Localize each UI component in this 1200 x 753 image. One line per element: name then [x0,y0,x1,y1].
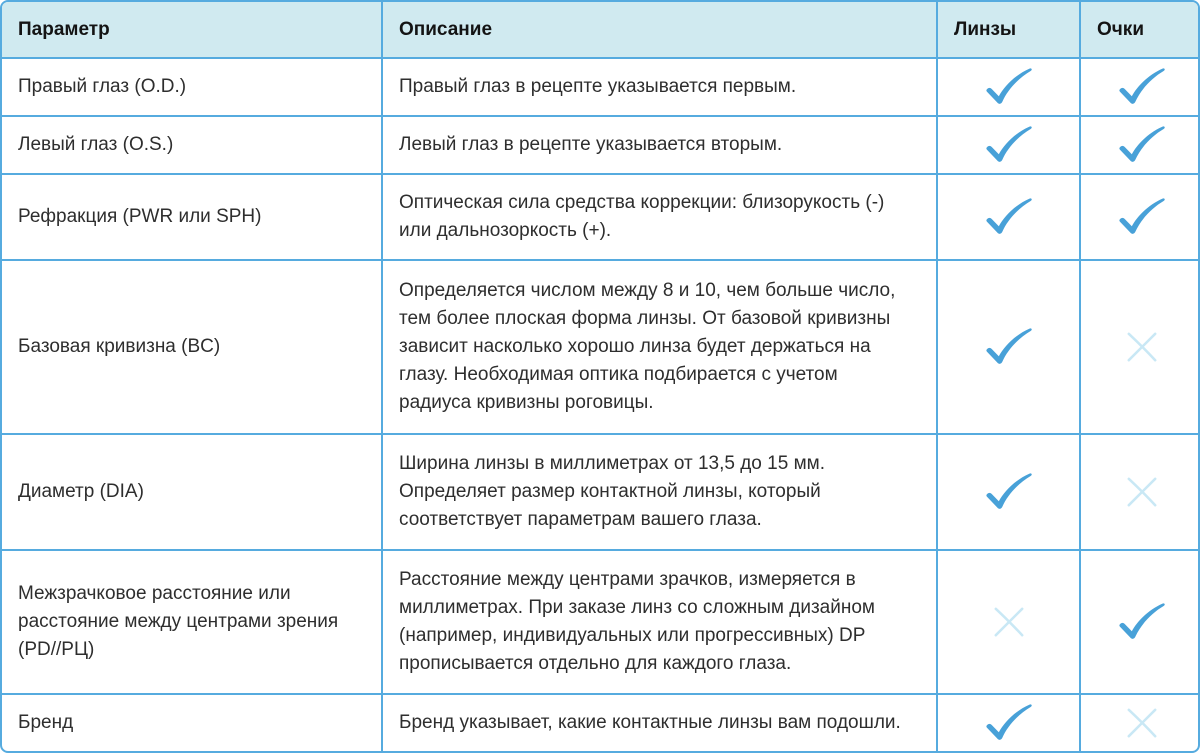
check-icon [983,326,1035,368]
table-row [2,116,1200,174]
description-cell: Левый глаз в рецепте указывается вторым. [382,116,937,174]
table-row [2,174,1200,261]
table-row [2,260,1200,434]
description-cell: Расстояние между центрами зрачков, измеряется в миллиметрах. При заказе линз со сложным дизайном (например, индивидуальных или прогрессивных) DP прописывается отдельно для каждого глаза. [382,550,937,695]
glasses-mark-cell [1080,174,1200,261]
parameter-cell: Рефракция (PWR или SPH) [2,174,382,261]
parameter-cell: Межзрачковое расстояние или расстояние между центрами зрения (PD//РЦ) [2,550,382,695]
lenses-mark-cell [937,434,1080,550]
check-icon [983,66,1035,108]
parameter-cell: Левый глаз (O.S.) [2,116,382,174]
glasses-mark-cell [1080,58,1200,116]
column-header: Очки [1080,2,1200,58]
cross-icon [1123,328,1161,366]
glasses-mark-cell [1080,116,1200,174]
cross-icon [990,603,1028,641]
parameter-cell: Диаметр (DIA) [2,434,382,550]
check-icon [1116,66,1168,108]
check-icon [1116,196,1168,238]
lenses-mark-cell [937,58,1080,116]
header-row [2,2,1200,58]
cross-icon [1123,704,1161,742]
column-header: Описание [382,2,937,58]
table-row [2,550,1200,695]
check-icon [983,471,1035,513]
check-icon [983,124,1035,166]
lenses-mark-cell [937,174,1080,261]
parameter-cell: Правый глаз (O.D.) [2,58,382,116]
parameter-cell: Бренд [2,694,382,751]
cross-icon [1123,473,1161,511]
lenses-mark-cell [937,694,1080,751]
description-cell: Оптическая сила средства коррекции: близорукость (-) или дальнозоркость (+). [382,174,937,261]
lenses-mark-cell [937,260,1080,434]
description-cell: Ширина линзы в миллиметрах от 13,5 до 15 мм. Определяет размер контактной линзы, который соответствует параметрам вашего глаза. [382,434,937,550]
check-icon [1116,601,1168,643]
parameter-cell: Базовая кривизна (BC) [2,260,382,434]
table-row [2,434,1200,550]
glasses-mark-cell [1080,694,1200,751]
lenses-mark-cell [937,116,1080,174]
glasses-mark-cell [1080,550,1200,695]
column-header: Линзы [937,2,1080,58]
check-icon [983,196,1035,238]
description-cell: Правый глаз в рецепте указывается первым. [382,58,937,116]
table-row [2,58,1200,116]
lenses-mark-cell [937,550,1080,695]
description-cell: Бренд указывает, какие контактные линзы вам подошли. [382,694,937,751]
column-header: Параметр [2,2,382,58]
table-body [2,58,1200,751]
spec-table [2,2,1200,751]
check-icon [1116,124,1168,166]
description-cell: Определяется числом между 8 и 10, чем больше число, тем более плоская форма линзы. От базовой кривизны зависит насколько хорошо линза будет держаться на глазу. Необходимая оптика подбирается с учетом радиуса кривизны роговицы. [382,260,937,434]
glasses-mark-cell [1080,260,1200,434]
check-icon [983,702,1035,744]
glasses-mark-cell [1080,434,1200,550]
table-row [2,694,1200,751]
